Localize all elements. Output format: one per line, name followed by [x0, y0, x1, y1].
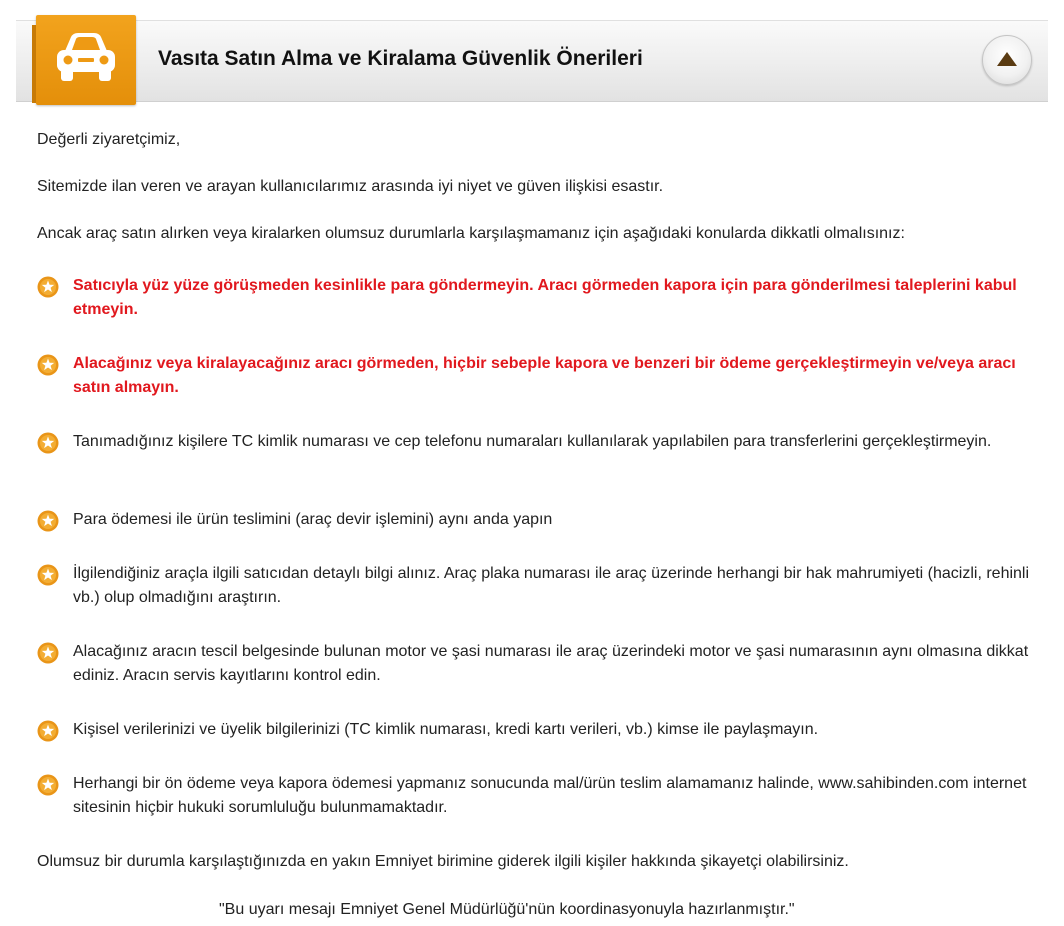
- star-bullet-icon: [37, 774, 59, 796]
- tip-text: Herhangi bir ön ödeme veya kapora ödemesi yapmanız sonucunda mal/ürün teslim alamamanız halinde, www.sahibinden.com internet sitesinin hiçbir hukuki sorumluluğu bulunmamaktadır.: [73, 775, 1027, 816]
- caution-text: Ancak araç satın alırken veya kiralarken olumsuz durumlarla karşılaşmamanız için aşağıdaki konularda dikkatli olmalısınız:: [37, 225, 905, 242]
- collapse-toggle-button[interactable]: [982, 35, 1032, 85]
- car-icon-box: [36, 15, 136, 105]
- tip-text: Satıcıyla yüz yüze görüşmeden kesinlikle para göndermeyin. Aracı görmeden kapora için para gönderilmesi taleplerini kabul etmeyin.: [73, 277, 1017, 318]
- star-bullet-icon: [37, 276, 59, 298]
- list-item: [37, 772, 1037, 820]
- star-bullet-icon: [37, 642, 59, 664]
- tip-text: Alacağınız aracın tescil belgesinde bulunan motor ve şasi numarası ile araç üzerindeki motor ve şasi numarasının aynı olmasına dikkat ediniz. Aracın servis kayıtlarını kontrol edin.: [73, 643, 1029, 684]
- tip-text: Tanımadığınız kişilere TC kimlik numarası ve cep telefonu numaraları kullanılarak yapılabilen para transferlerini gerçekleştirmeyin.: [73, 433, 992, 450]
- star-bullet-icon: [37, 720, 59, 742]
- tip-text: Kişisel verilerinizi ve üyelik bilgilerinizi (TC kimlik numarası, kredi kartı verileri, vb.) kimse ile paylaşmayın.: [73, 721, 819, 738]
- list-item: [37, 640, 1037, 688]
- star-bullet-icon: [37, 510, 59, 532]
- tip-text: Para ödemesi ile ürün teslimini (araç devir işlemini) aynı anda yapın: [73, 511, 553, 528]
- intro-text: Sitemizde ilan veren ve arayan kullanıcılarımız arasında iyi niyet ve güven ilişkisi esastır.: [37, 178, 664, 195]
- list-item: [37, 352, 1037, 400]
- list-item: [37, 562, 1037, 610]
- star-bullet-icon: [37, 354, 59, 376]
- list-item: [37, 274, 1037, 322]
- safety-tips-header: [16, 20, 1048, 102]
- greeting-text: Değerli ziyaretçimiz,: [37, 131, 181, 148]
- list-item: [37, 430, 1037, 454]
- page-title: Vasıta Satın Alma ve Kiralama Güvenlik Önerileri: [158, 47, 643, 70]
- tip-text: Alacağınız veya kiralayacağınız aracı görmeden, hiçbir sebeple kapora ve benzeri bir ödeme gerçekleştirmeyin ve/veya aracı satın almayın.: [73, 355, 1016, 396]
- list-item: [37, 718, 1037, 742]
- star-bullet-icon: [37, 564, 59, 586]
- list-item: [37, 508, 1037, 532]
- footer-note-text: "Bu uyarı mesajı Emniyet Genel Müdürlüğü'nün koordinasyonuyla hazırlanmıştır.": [219, 901, 795, 918]
- star-bullet-icon: [37, 432, 59, 454]
- car-icon: [53, 29, 119, 85]
- tip-text: İlgilendiğiniz araçla ilgili satıcıdan detaylı bilgi alınız. Araç plaka numarası ile araç üzerinde herhangi bir hak mahrumiyeti (hacizli, rehinli vb.) olup olmadığını araştırın.: [73, 565, 1030, 606]
- chevron-up-icon: [996, 51, 1018, 67]
- police-note-text: Olumsuz bir durumla karşılaştığınızda en yakın Emniyet birimine giderek ilgili kişiler hakkında şikayetçi olabilirsiniz.: [37, 853, 849, 870]
